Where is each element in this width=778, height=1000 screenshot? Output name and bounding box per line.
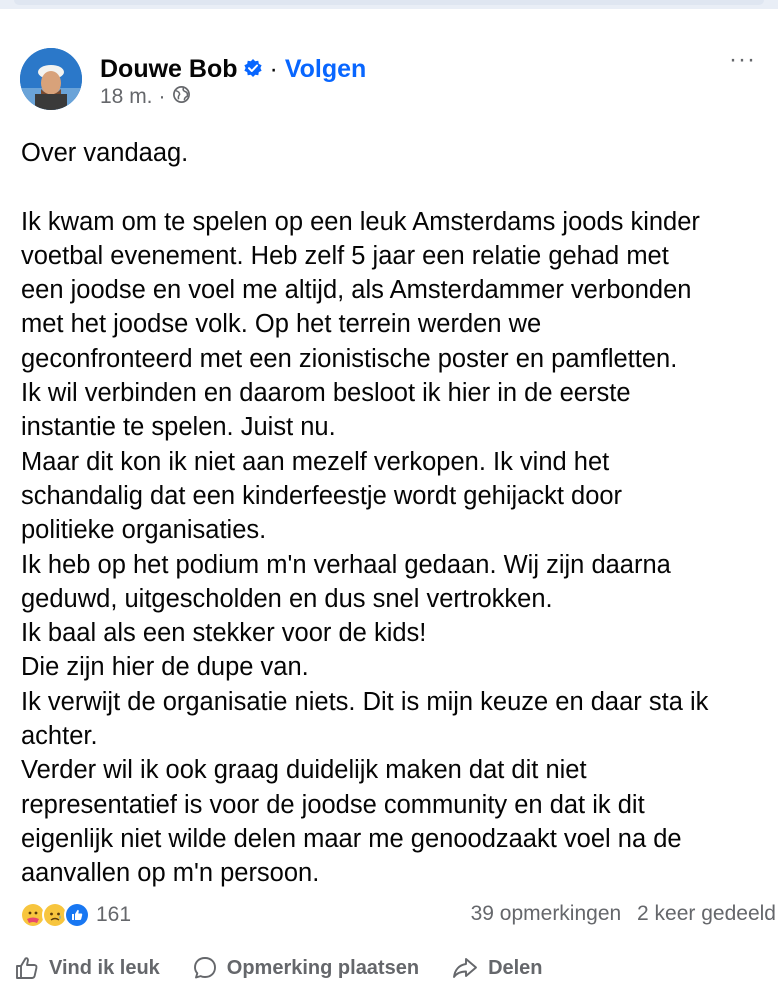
- reaction-count: 161: [96, 903, 132, 926]
- comment-label: Opmerking plaatsen: [226, 956, 420, 979]
- share-arrow-icon: [451, 955, 479, 981]
- share-label: Delen: [488, 956, 543, 979]
- author-name[interactable]: Douwe Bob: [100, 54, 238, 83]
- separator-dot: ·: [269, 54, 278, 83]
- like-button[interactable]: [14, 955, 160, 981]
- post-header: [20, 48, 760, 114]
- like-reaction-icon: [64, 902, 90, 928]
- previous-card-edge: [0, 0, 778, 9]
- avatar[interactable]: [20, 48, 82, 110]
- reactions-summary[interactable]: [20, 902, 131, 928]
- meta-separator: ·: [158, 85, 166, 108]
- thumbs-up-icon: [14, 955, 40, 981]
- post-meta: [100, 85, 191, 109]
- previous-card-bottom: [14, 0, 764, 5]
- share-button[interactable]: [451, 955, 542, 981]
- post-actions: [14, 950, 764, 986]
- verified-badge-icon: [243, 58, 263, 83]
- share-count[interactable]: 2 keer gedeeld: [637, 902, 776, 925]
- globe-icon[interactable]: [172, 85, 191, 110]
- author-line: [100, 55, 366, 83]
- more-options-button[interactable]: ···: [729, 46, 756, 73]
- engagement-stats: [20, 900, 776, 930]
- timestamp[interactable]: 18 m.: [100, 85, 153, 108]
- comment-count[interactable]: 39 opmerkingen: [470, 902, 622, 925]
- comment-button[interactable]: [192, 955, 419, 981]
- follow-button[interactable]: Volgen: [284, 54, 367, 83]
- like-label: Vind ik leuk: [49, 956, 160, 979]
- comments-shares: [471, 902, 776, 926]
- post-body-text: Over vandaag. Ik kwam om te spelen op een leuk Amsterdams joods kinder voetbal evenement. Heb zelf 5 jaar een relatie gehad met een joodse en voel me altijd, als Amsterdammer verbonden met het joodse volk. Op het terrein werden we geconfronteerd met een zionistische poster en pamfletten. Ik wil verbinden en daarom besloot ik hier in de eerste instantie te spelen. Juist nu. Maar dit kon ik niet aan mezelf verkopen. Ik vind het schandalig dat een kinderfeestje wordt gehijackt door politieke organisaties. Ik heb op het podium m'n verhaal gedaan. Wij zijn daarna geduwd, uitgescholden en dus snel vertrokken. Ik baal als een stekker voor de kids! Die zijn hier de dupe van. Ik verwijt de organisatie niets. Dit is mijn keuze en daar sta ik achter. Verder wil ik ook graag duidelijk maken dat dit niet representatief is voor de joodse community en dat ik dit eigenlijk niet wilde delen maar me genoodzaakt voel na de aanvallen op m'n persoon.: [21, 139, 709, 888]
- comment-bubble-icon: [192, 955, 218, 981]
